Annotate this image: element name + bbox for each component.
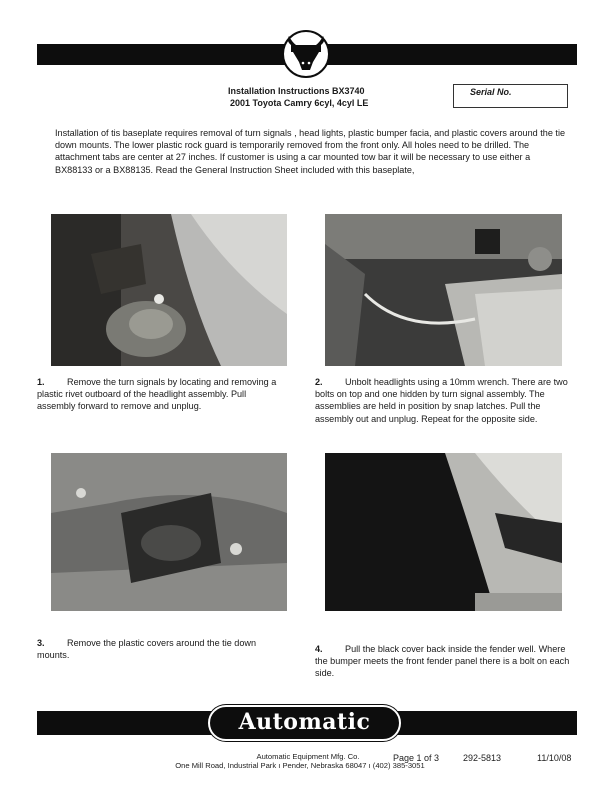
step-3 — [37, 637, 287, 661]
photo-turn-signal-removal — [51, 214, 287, 366]
document-date: 11/10/08 — [537, 753, 572, 763]
title-line-1: Installation Instructions BX3740 — [228, 86, 365, 96]
step-1-number: 1. — [37, 377, 45, 387]
part-number: 292-5813 — [463, 753, 502, 763]
document-title — [200, 85, 440, 109]
blue-ox-logo — [282, 30, 330, 78]
footer-address: One Mill Road, Industrial Park ı Pender, Nebraska 68047 ı (402) 385-3051 — [175, 761, 425, 770]
step-2 — [315, 376, 577, 425]
step-4-text: Pull the black cover back inside the fender well. Where the bumper meets the front fender panel there is a bolt on each side. — [315, 644, 570, 679]
step-4 — [315, 643, 577, 680]
photo-headlight-removal — [325, 214, 562, 366]
automatic-logo: Automatic — [208, 705, 401, 741]
step-2-text: Unbolt headlights using a 10mm wrench. There are two bolts on top and one hidden by turn signal assembly. The assemblies are held in position by snap latches. Pull the assembly out and unplug. Repeat for the opposite side. — [315, 377, 568, 424]
step-2-number: 2. — [315, 377, 323, 387]
step-3-text: Remove the plastic covers around the tie down mounts. — [37, 638, 257, 661]
step-1 — [37, 376, 287, 413]
footer-company: Automatic Equipment Mfg. Co. — [256, 752, 360, 761]
intro-paragraph: Installation of tis baseplate requires removal of turn signals , head lights, plastic bumper facia, and plastic covers around the tie down mounts. The lower plastic rock guard is temporarily removed from the front only. All holes need to be drilled. The attachment tabs are center at 27 inches. If customer is using a car mounted tow bar it will be necessary to use either a BX88133 or a BX88135. Read the General Instruction Sheet included with this baseplate, — [55, 128, 566, 175]
title-line-2: 2001 Toyota Camry 6cyl, 4cyl LE — [230, 98, 369, 108]
page-number: Page 1 of 3 — [393, 753, 440, 763]
step-3-number: 3. — [37, 638, 45, 648]
serial-number-box — [453, 84, 568, 108]
step-4-number: 4. — [315, 644, 323, 654]
photo-fender-well-cover — [325, 453, 562, 611]
photo-tie-down-covers — [51, 453, 287, 611]
serial-label: Serial No. — [470, 87, 512, 97]
step-1-text: Remove the turn signals by locating and removing a plastic rivet outboard of the headlight assembly. Pull assembly forward to remove and unplug. — [37, 377, 277, 412]
